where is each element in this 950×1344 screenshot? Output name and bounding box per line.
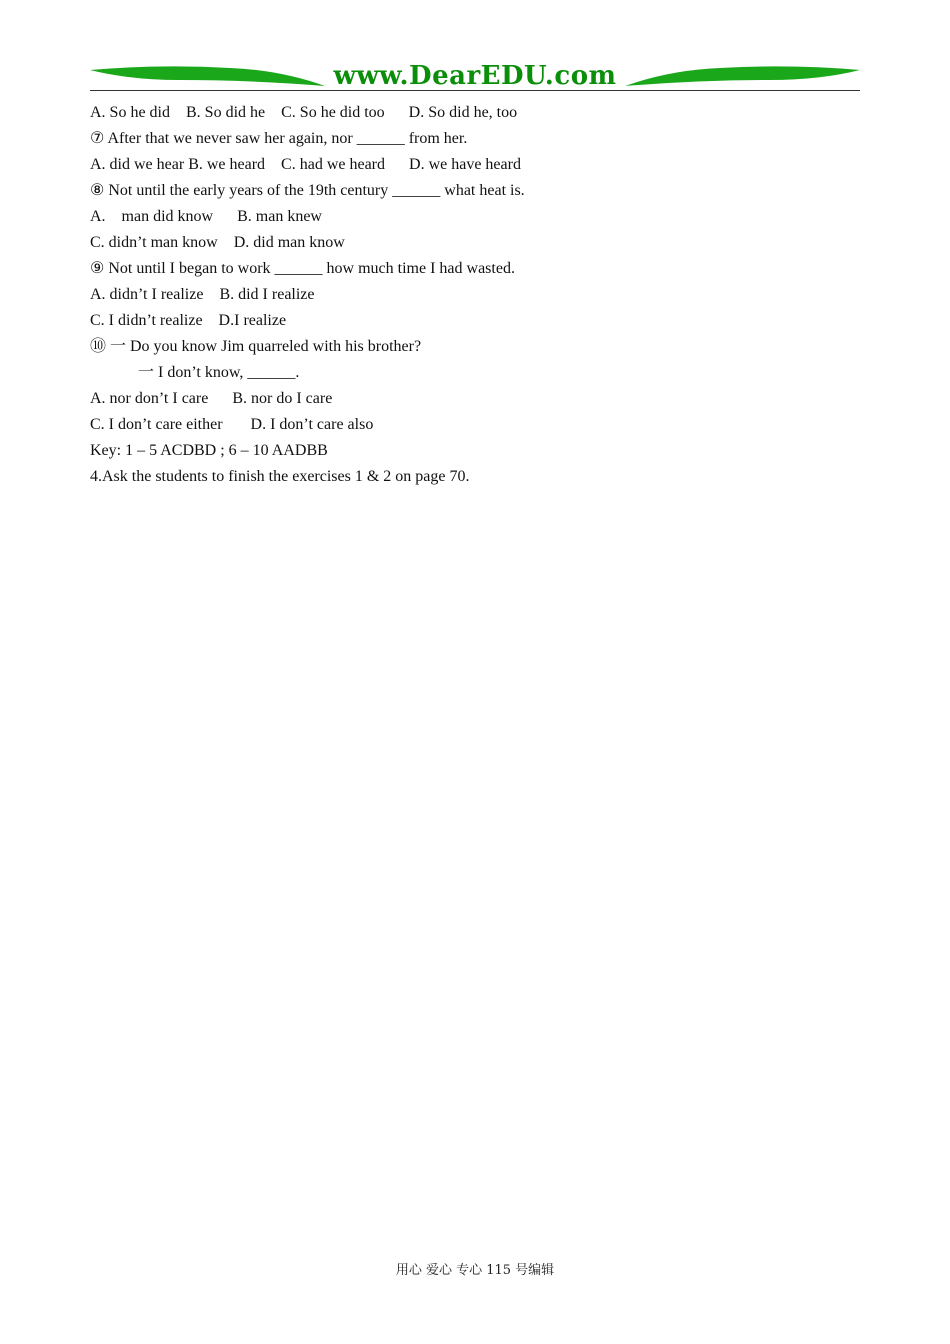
question-10-reply: 一 I don’t know, ______. — [138, 364, 300, 381]
site-logo: www.DearEDU.com — [333, 61, 617, 91]
question-9-options-cd: C. I didn’t realize D.I realize — [90, 312, 287, 329]
question-10-options-ab: A. nor don’t I care B. nor do I care — [90, 390, 333, 407]
question-10-options-cd: C. I don’t care either D. I don’t care also — [90, 416, 374, 433]
question-6-options: A. So he did B. So did he C. So he did too D. So did he, too — [90, 104, 518, 121]
header-divider — [90, 90, 860, 91]
question-8: ⑧ Not until the early years of the 19th century ______ what heat is. — [90, 182, 525, 199]
question-8-options-ab: A. man did know B. man knew — [90, 208, 322, 225]
page-header — [90, 60, 860, 94]
question-9: ⑨ Not until I began to work ______ how much time I had wasted. — [90, 260, 515, 277]
page-footer: 用心 爱心 专心 115 号编辑 — [395, 1263, 555, 1278]
document-body — [90, 100, 860, 490]
instruction-step-4: 4.Ask the students to finish the exercises 1 & 2 on page 70. — [90, 468, 470, 485]
question-10: ⑩ 一 Do you know Jim quarreled with his brother? — [90, 338, 422, 355]
question-7: ⑦ After that we never saw her again, nor ______ from her. — [90, 130, 468, 147]
question-7-options: A. did we hear B. we heard C. had we heard D. we have heard — [90, 156, 521, 173]
question-8-options-cd: C. didn’t man know D. did man know — [90, 234, 345, 251]
answer-key: Key: 1 – 5 ACDBD ; 6 – 10 AADBB — [90, 442, 328, 459]
question-9-options-ab: A. didn’t I realize B. did I realize — [90, 286, 315, 303]
